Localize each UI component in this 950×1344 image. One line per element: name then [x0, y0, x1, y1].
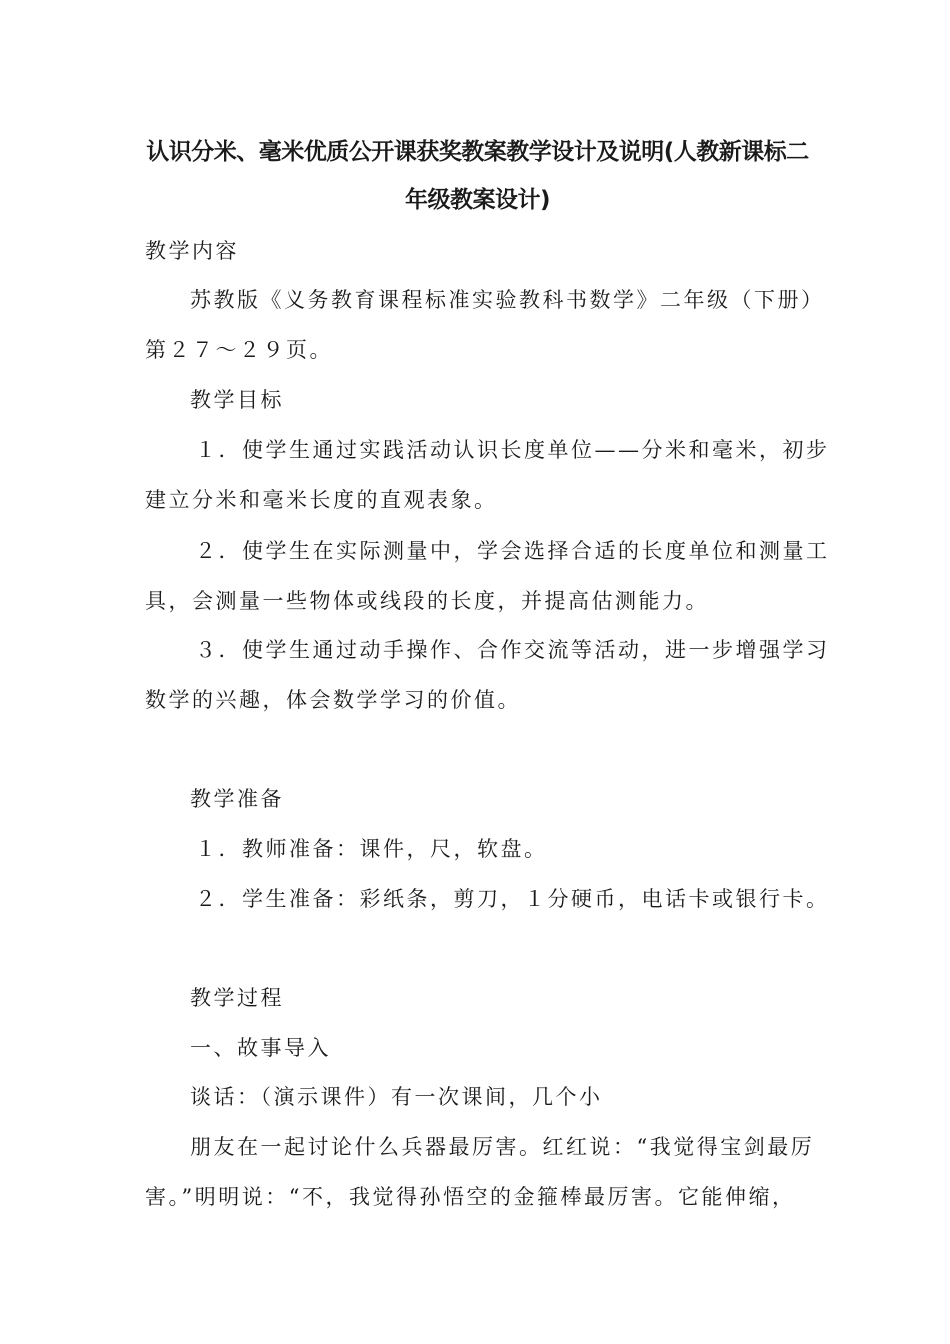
goal-3-line-1: ３．使学生通过动手操作、合作交流等活动，进一步增强学习	[195, 638, 830, 662]
prep-item-1: １．教师准备：课件，尺，软盘。	[195, 837, 548, 861]
goal-1-line-1: １．使学生通过实践活动认识长度单位——分米和毫米，初步	[195, 438, 830, 462]
dialogue-line-3: 害。”明明说：“不，我觉得孙悟空的金箍棒最厉害。它能伸缩，	[145, 1185, 796, 1209]
document-title-line-2: 年级教案设计)	[404, 187, 550, 213]
goal-2-line-1: ２．使学生在实际测量中，学会选择合适的长度单位和测量工	[195, 539, 830, 563]
dialogue-line-1: 谈话：（演示课件）有一次课间，几个小	[190, 1085, 603, 1109]
document-title-line-1: 认识分米、毫米优质公开课获奖教案教学设计及说明(人教新课标二	[146, 139, 809, 165]
goal-3-line-2: 数学的兴趣，体会数学学习的价值。	[145, 688, 521, 712]
goal-2-line-2: 具，会测量一些物体或线段的长度，并提高估测能力。	[145, 589, 709, 613]
textbook-line-2: 第２７～２９页。	[145, 338, 333, 362]
section-heading-goals: 教学目标	[190, 388, 284, 412]
section-heading-preparation: 教学准备	[190, 787, 284, 811]
part-1-heading: 一、故事导入	[190, 1036, 331, 1060]
section-heading-process: 教学过程	[190, 986, 284, 1010]
prep-item-2: ２．学生准备：彩纸条，剪刀，１分硬币，电话卡或银行卡。	[195, 887, 830, 911]
section-heading-content: 教学内容	[145, 239, 239, 263]
goal-1-line-2: 建立分米和毫米长度的直观表象。	[145, 488, 498, 512]
textbook-line-1: 苏教版《义务教育课程标准实验教科书数学》二年级（下册）	[190, 288, 825, 312]
dialogue-line-2: 朋友在一起讨论什么兵器最厉害。红红说：“我觉得宝剑最厉	[190, 1135, 815, 1159]
